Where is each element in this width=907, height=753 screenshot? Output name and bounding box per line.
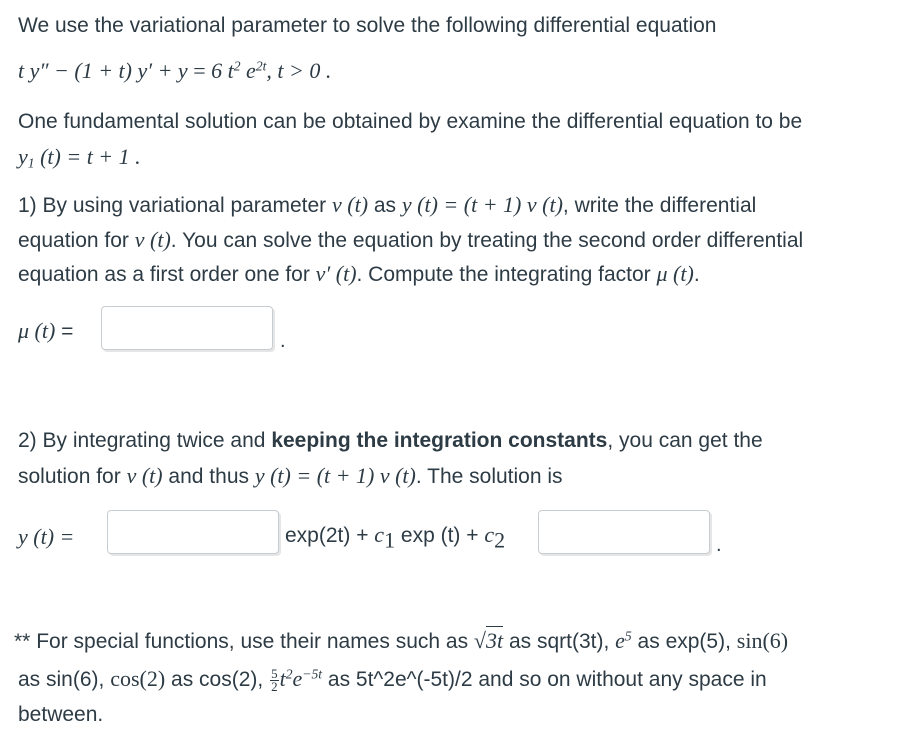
- mu-answer-label: μ (t) =: [18, 318, 74, 343]
- fundamental-solution: $y_1$ (t) = t + 1 .: [18, 144, 141, 171]
- note-line-2: as sin(6), cos(2) as cos(2), $\frac{5}{2}$ $t^2e^{-5t}$ as 5t^2e^(-5t)/2 and so on without any space in: [18, 666, 767, 695]
- sqrt-example: √3t: [473, 628, 504, 653]
- y-answer-middle: $\exp(2t) + c_1$ $\exp (t) + c_2$: [285, 522, 506, 553]
- q1-line-3: equation as a first order one for v′ (t). Compute the integrating factor μ (t).: [18, 261, 700, 286]
- q1-line-2: equation for v (t). You can solve the equation by treating the second order differential: [18, 227, 804, 252]
- q1-line-1: 1) By using variational parameter v (t) as y (t) = (t + 1) v (t), write the differential: [18, 192, 757, 217]
- equation-lhs: t y″ − (1 + t) y′ + y: [18, 58, 188, 83]
- q2-line-1: 2) By integrating twice and keeping the integration constants, you can get the: [18, 429, 763, 452]
- y-answer-period: .: [716, 534, 722, 556]
- note-stars: **: [14, 630, 31, 653]
- fraction-example: $\frac{5}{2}$ $t^2e^{-5t}$: [271, 666, 323, 695]
- equation-equals: =: [193, 58, 206, 83]
- equation-rhs: 6 $t^2$ $e^{2t}$: [211, 58, 267, 83]
- mu-answer-input[interactable]: [101, 306, 273, 350]
- intro-text: We use the variational parameter to solve the following differential equation: [18, 14, 717, 37]
- y-answer-input-2[interactable]: [538, 510, 710, 554]
- differential-equation: [18, 58, 331, 84]
- note-line-1: ** For special functions, use their names such as √3t as sqrt(3t), $e^5$ as exp(5), sin(6): [14, 628, 789, 653]
- equation-condition: , t > 0 .: [266, 58, 332, 83]
- mu-answer-period: .: [280, 330, 286, 352]
- y-answer-label: y (t) =: [18, 524, 75, 549]
- note-line-3: between.: [18, 703, 104, 726]
- fundamental-text: One fundamental solution can be obtained by examine the differential equation to be: [18, 110, 803, 133]
- y-answer-input-1[interactable]: [107, 510, 279, 554]
- q2-line-2: solution for v (t) and thus y (t) = (t + 1) v (t). The solution is: [18, 463, 563, 488]
